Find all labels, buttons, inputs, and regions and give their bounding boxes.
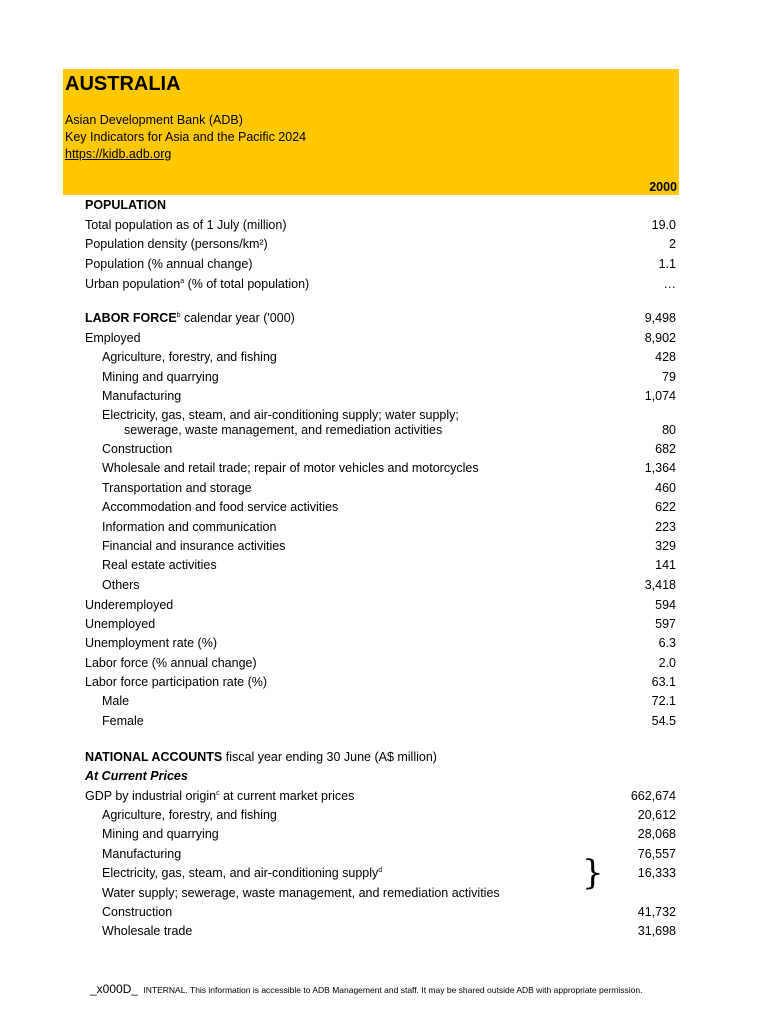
indicator-sheet [63, 69, 679, 195]
year-column-header: 2000 [649, 180, 677, 194]
footer-code: _x000D_ [90, 982, 139, 996]
grouping-brace: } [582, 853, 604, 893]
footer-notice [90, 982, 642, 996]
footer-classification: INTERNAL. This information is accessible to ADB Management and staff. It may be shared outside ADB with appropriate permission. [143, 985, 643, 995]
source-url-link[interactable]: https://kidb.adb.org [65, 147, 172, 161]
country-title: AUSTRALIA [65, 73, 181, 95]
source-line-1: Asian Development Bank (ADB) [65, 113, 243, 127]
source-line-2: Key Indicators for Asia and the Pacific 2024 [65, 130, 307, 144]
header-band [63, 69, 679, 195]
